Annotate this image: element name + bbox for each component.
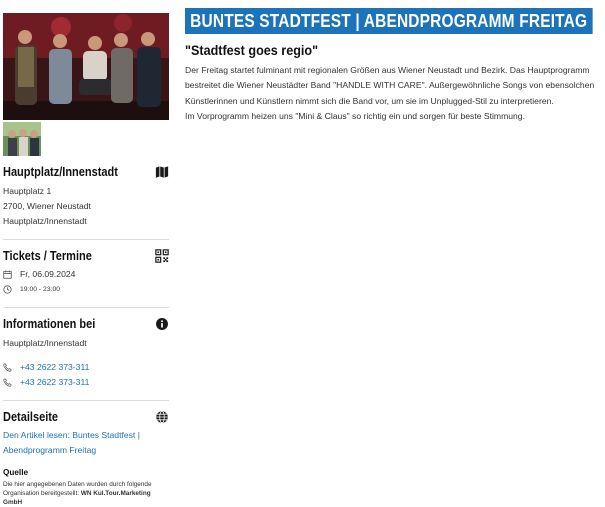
map-icon[interactable] — [155, 165, 169, 179]
event-date-row — [3, 267, 169, 282]
source-description: Die hier angegebenen Daten wurden durch folgende Organisation bereitgestellt: — [3, 481, 152, 497]
clock-icon — [3, 285, 12, 294]
phone-row-1[interactable] — [3, 360, 169, 375]
detail-title: Detailseite — [3, 410, 59, 424]
phone-link-2[interactable]: +43 2622 373-311 — [20, 377, 90, 387]
qr-code-icon[interactable] — [155, 249, 169, 263]
globe-icon[interactable] — [155, 410, 169, 424]
event-date: Fr, 06.09.2024 — [20, 269, 76, 279]
info-title: Informationen bei — [3, 317, 96, 331]
event-time: 19:00 - 23:00 — [20, 286, 61, 293]
address-street: Hauptplatz 1 — [3, 186, 52, 196]
location-title: Hauptplatz/Innenstadt — [3, 165, 118, 179]
phone-row-2[interactable] — [3, 375, 169, 390]
event-description — [185, 63, 603, 125]
band-photo[interactable] — [3, 13, 169, 120]
location-section — [3, 165, 169, 240]
tickets-title: Tickets / Termine — [3, 249, 92, 263]
source-text — [3, 480, 169, 507]
info-icon[interactable] — [155, 317, 169, 331]
event-sidebar — [3, 13, 169, 507]
calendar-icon — [3, 270, 12, 279]
info-section — [3, 317, 169, 401]
phone-icon — [3, 363, 12, 372]
phone-link-1[interactable]: +43 2622 373-311 — [20, 362, 90, 372]
event-main — [185, 8, 603, 125]
address-venue: Hauptplatz/Innenstadt — [3, 216, 87, 226]
tickets-section — [3, 249, 169, 308]
source-section — [3, 468, 169, 507]
description-paragraph-2: Im Vorprogramm heizen uns "Mini & Claus" so richtig ein und sorgen für beste Stimmung. — [185, 111, 525, 122]
band-photo-thumbnail[interactable] — [3, 122, 41, 156]
phone-icon — [3, 378, 12, 387]
info-place: Hauptplatz/Innenstadt — [3, 338, 87, 348]
detail-article-link[interactable]: Den Artikel lesen: Buntes Stadtfest | Abendprogramm Freitag — [3, 430, 140, 455]
detail-section — [3, 410, 169, 458]
event-title: BUNTES STADTFEST | ABENDPROGRAMM FREITAG — [185, 8, 592, 34]
source-organization: WN Kul.Tour.Marketing GmbH — [3, 490, 151, 506]
event-subtitle: "Stadtfest goes regio" — [185, 42, 319, 58]
source-title: Quelle — [3, 468, 29, 477]
address-city: 2700, Wiener Neustadt — [3, 201, 91, 211]
event-time-row — [3, 282, 169, 297]
description-paragraph-1: Der Freitag startet fulminant mit regionalen Größen aus Wiener Neustadt und Bezirk. Das Hauptprogramm bestreitet die Wiener Neustädter Band "HANDLE WITH CARE". Außergewöhnliche Songs von ebensolchen Künstlerinnen und Künstlern nimmt sich die Band vor, um sie im Unplugged-Stil zu interpretieren. — [185, 65, 595, 106]
